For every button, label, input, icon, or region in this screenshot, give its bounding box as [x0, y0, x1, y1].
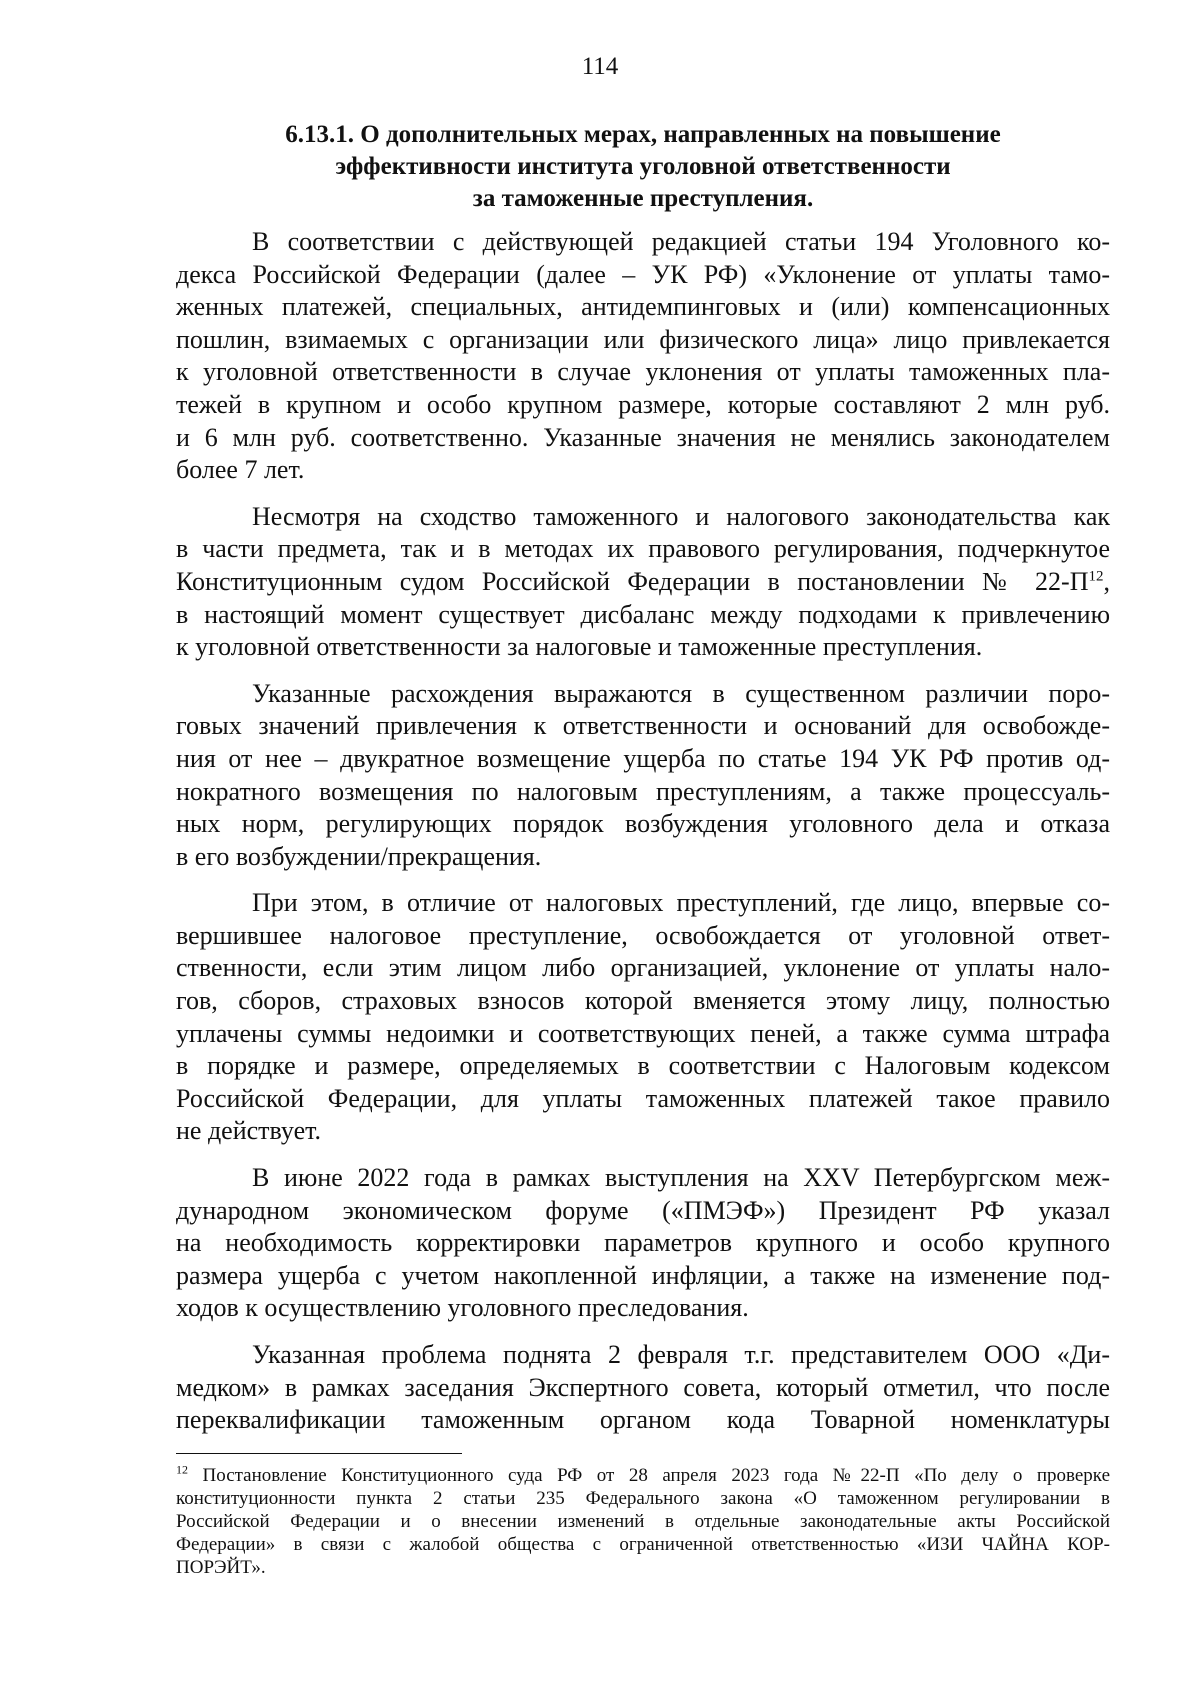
paragraph-6 — [176, 1339, 1110, 1437]
footnote-line: Федерации» в связи с жалобой общества с ограниченной ответственностью «ИЗИ ЧАЙНА КОР- — [176, 1534, 1110, 1555]
footnote-line: ПОРЭЙТ». — [176, 1557, 266, 1578]
section-heading-line: эффективности института уголовной ответственности — [335, 153, 951, 180]
text-line: Несмотря на сходство таможенного и налогового законодательства как — [252, 501, 1110, 531]
text-line: говых значений привлечения к ответственности и оснований для освобожде- — [176, 711, 1110, 741]
footnote-text: Постановление Конституционного суда РФ от 28 апреля 2023 года №22-П «По делу о проверке — [202, 1465, 1111, 1486]
text-line: Указанные расхождения выражаются в существенном различии поро- — [252, 678, 1110, 708]
text-line: в его возбуждении/прекращения. — [176, 841, 542, 871]
text-line: на необходимость корректировки параметров крупного и особо крупного — [176, 1228, 1110, 1258]
footnote-separator — [176, 1453, 462, 1454]
text-line: в настоящий момент существует дисбаланс между подходами к привлечению — [176, 599, 1110, 629]
text-line: В соответствии с действующей редакцией статьи 194 Уголовного ко- — [252, 227, 1110, 256]
footnote — [176, 1464, 1110, 1579]
text-line — [176, 566, 1110, 599]
footnote-line: конституционности пункта 2 статьи 235 Федерального закона «О таможенном регулировании в — [176, 1488, 1110, 1509]
body-text — [176, 226, 1110, 1451]
text-line: В июне 2022 года в рамках выступления на XXV Петербургском меж- — [252, 1163, 1110, 1193]
text-line: ных норм, регулирующих порядок возбуждения уголовного дела и отказа — [176, 809, 1110, 839]
text-line: Российской Федерации, для уплаты таможенных платежей такое правило — [176, 1083, 1110, 1113]
text-line: к уголовной ответственности за налоговые и таможенные преступления. — [176, 632, 983, 662]
paragraph-5 — [176, 1162, 1110, 1325]
text-line: более 7 лет. — [176, 455, 305, 485]
text-line: в части предмета, так и в методах их правового регулирования, подчеркнутое — [176, 534, 1110, 564]
text-line: ходов к осуществлению уголовного преследования. — [176, 1293, 749, 1323]
text-segment: , — [1103, 566, 1110, 596]
footnote-reference[interactable]: 12 — [1088, 568, 1104, 585]
section-heading-line: за таможенные преступления. — [472, 185, 814, 212]
text-line: женных платежей, специальных, антидемпинговых и (или) компенсационных — [176, 292, 1110, 322]
text-line: тежей в крупном и особо крупном размере, которые составляют 2 млн руб. — [176, 389, 1110, 419]
text-line: нократного возмещения по налоговым преступлениям, а также процессуаль- — [176, 776, 1110, 806]
text-line: к уголовной ответственности в случае уклонения от уплаты таможенных пла- — [176, 357, 1110, 387]
paragraph-1 — [176, 226, 1110, 487]
text-line: и 6 млн руб. соответственно. Указанные значения не менялись законодателем — [176, 422, 1110, 452]
text-line: пошлин, взимаемых с организации или физического лица» лицо привлекается — [176, 324, 1110, 354]
text-line: декса Российской Федерации (далее – УК РФ) «Уклонение от уплаты тамо- — [176, 259, 1110, 289]
section-heading — [200, 119, 1086, 215]
text-line: дународном экономическом форуме («ПМЭФ») Президент РФ указал — [176, 1195, 1110, 1225]
footnote-number: 12 — [176, 1462, 188, 1477]
paragraph-4 — [176, 887, 1110, 1148]
text-line: ственности, если этим лицом либо организацией, уклонение от уплаты нало- — [176, 953, 1110, 983]
text-segment: Конституционным судом Российской Федерации в постановлении № 22-П — [176, 566, 1089, 596]
text-line: в порядке и размере, определяемых в соответствии с Налоговым кодексом — [176, 1051, 1110, 1081]
text-line: гов, сборов, страховых взносов которой вменяется этому лицу, полностью — [176, 986, 1110, 1016]
text-line: вершившее налоговое преступление, освобождается от уголовной ответ- — [176, 920, 1110, 950]
footnote-line — [176, 1464, 1110, 1487]
text-line: При этом, в отличие от налоговых преступлений, где лицо, впервые со- — [252, 888, 1110, 918]
text-line: уплачены суммы недоимки и соответствующих пеней, а также сумма штрафа — [176, 1018, 1110, 1048]
paragraph-3 — [176, 678, 1110, 874]
text-line: медком» в рамках заседания Экспертного совета, который отметил, что после — [176, 1372, 1110, 1402]
section-heading-line: 6.13.1. О дополнительных мерах, направленных на повышение — [285, 121, 1001, 148]
text-line: не действует. — [176, 1116, 322, 1146]
paragraph-2 — [176, 501, 1110, 664]
text-line: переквалификации таможенным органом кода Товарной номенклатуры — [176, 1405, 1110, 1435]
text-line: Указанная проблема поднята 2 февраля т.г. представителем ООО «Ди- — [252, 1340, 1110, 1369]
footnote-line: Российской Федерации и о внесении изменений в отдельные законодательные акты Российской — [176, 1511, 1110, 1532]
page-number: 114 — [581, 53, 619, 80]
text-line: размера ущерба с учетом накопленной инфляции, а также на изменение под- — [176, 1260, 1110, 1290]
text-line: ния от нее – двукратное возмещение ущерба по статье 194 УК РФ против од- — [176, 743, 1110, 773]
